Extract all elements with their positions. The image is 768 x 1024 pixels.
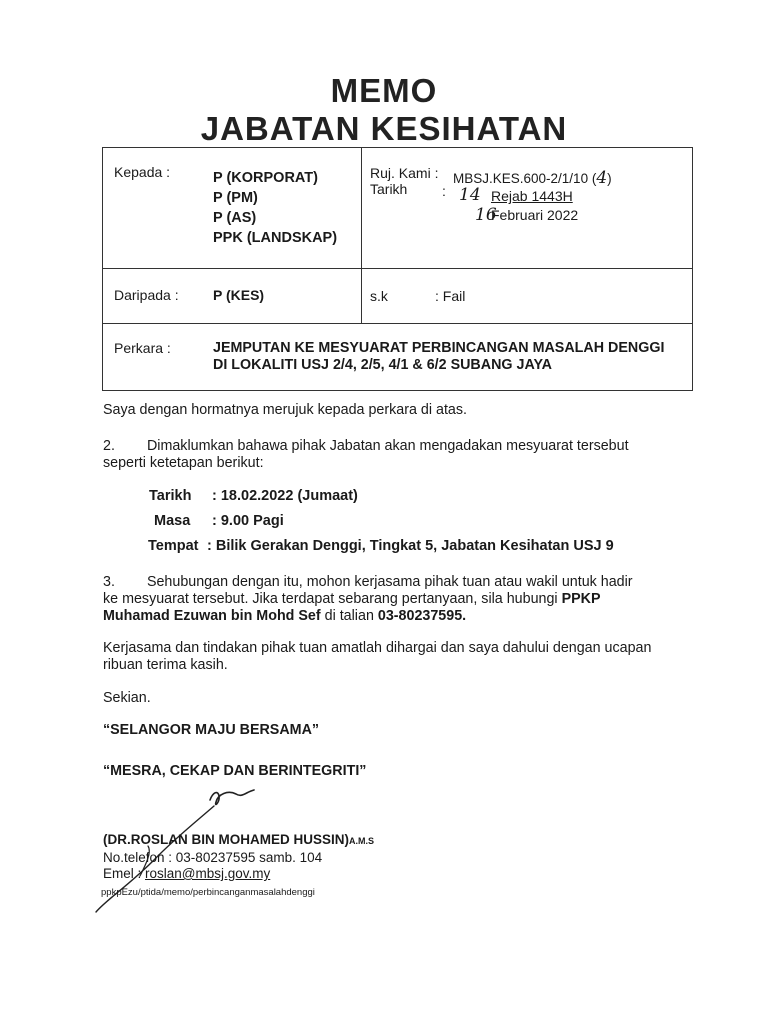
recipient: P (PM) <box>213 190 258 206</box>
hijri-day-handwritten: 14 <box>459 185 481 205</box>
contact-phone: 03-80237595. <box>377 608 467 624</box>
recipient: P (KORPORAT) <box>213 170 318 186</box>
meeting-date: : 18.02.2022 (Jumaat) <box>212 488 358 504</box>
signatory-phone: No.telefon : 03-80237595 samb. 104 <box>103 850 323 865</box>
ref-label: Ruj. Kami : <box>370 165 439 181</box>
recipient: P (AS) <box>213 210 257 226</box>
ref-handwritten-number: 4 <box>596 168 608 188</box>
signatory-name: (DR.ROSLAN BIN MOHAMED HUSSIN)A.M.S <box>103 832 375 847</box>
hijri-date: Rejab 1443H <box>491 188 573 204</box>
from-label: Daripada : <box>114 287 179 303</box>
recipient: PPK (LANDSKAP) <box>213 230 338 246</box>
email-link[interactable]: roslan@mbsj.gov.my <box>145 866 271 881</box>
subject-text <box>213 340 664 374</box>
paragraph-1: Saya dengan hormatnya merujuk kepada perkara di atas. <box>103 402 467 418</box>
date-colon: : <box>442 183 446 199</box>
cc-cell <box>362 269 693 324</box>
greg-date: Februari 2022 <box>491 207 579 223</box>
meeting-date-label: Tarikh <box>149 488 192 504</box>
memo-header-table <box>102 147 693 391</box>
department-title: JABATAN KESIHATAN <box>200 110 568 147</box>
cc-label: s.k <box>370 288 388 304</box>
meeting-place-label: Tempat <box>148 538 199 554</box>
reference-cell <box>362 148 693 269</box>
signatory-honorific: A.M.S <box>349 836 375 846</box>
from-value: P (KES) <box>213 287 265 303</box>
date-label: Tarikh <box>370 181 408 197</box>
ref-value: MBSJ.KES.600-2/1/10 (4) <box>453 168 612 188</box>
to-label: Kepada : <box>114 164 171 180</box>
motto-selangor: “SELANGOR MAJU BERSAMA” <box>103 722 320 738</box>
contact-title: PPKP <box>561 591 601 607</box>
motto-integrity: “MESRA, CEKAP DAN BERINTEGRITI” <box>103 763 367 779</box>
meeting-place: : Bilik Gerakan Denggi, Tingkat 5, Jabatan Kesihatan USJ 9 <box>207 538 614 554</box>
meeting-time-label: Masa <box>154 513 191 529</box>
closing-text: Sekian. <box>103 690 151 706</box>
recipient-list <box>213 168 337 248</box>
subject-line: JEMPUTAN KE MESYUARAT PERBINCANGAN MASALAH DENGGI <box>213 340 665 356</box>
meeting-time: : 9.00 Pagi <box>212 513 284 529</box>
paragraph-number: 2. <box>103 438 115 454</box>
contact-name: Muhamad Ezuwan bin Mohd Sef <box>103 608 321 624</box>
file-reference-path: ppkpEzu/ptida/memo/perbincanganmasalahdenggi <box>101 887 315 898</box>
greg-day-handwritten: 16 <box>475 205 497 225</box>
cc-value: : Fail <box>435 288 466 304</box>
memo-title: MEMO <box>330 72 438 109</box>
from-cell <box>103 269 362 324</box>
paragraph-2: 2. Dimaklumkan bahawa pihak Jabatan akan mengadakan mesyuarat tersebut seperti ketetapan berikut: <box>103 438 629 471</box>
subject-label: Perkara : <box>114 340 171 356</box>
paragraph-3: 3. Sehubungan dengan itu, mohon kerjasama pihak tuan atau wakil untuk hadir ke mesyuarat tersebut. Jika terdapat sebarang pertanyaan, sila hubungi PPKP Muhamad Ezuwan bin Mohd Sef di talian 03-80237595. <box>103 574 633 624</box>
to-cell <box>103 148 362 269</box>
subject-line: DI LOKALITI USJ 2/4, 2/5, 4/1 & 6/2 SUBANG JAYA <box>213 357 553 373</box>
signatory-email: Emel : roslan@mbsj.gov.my <box>103 866 271 881</box>
subject-cell <box>103 324 693 391</box>
paragraph-4: Kerjasama dan tindakan pihak tuan amatlah dihargai dan saya dahului dengan ucapan ribuan terima kasih. <box>103 640 652 673</box>
